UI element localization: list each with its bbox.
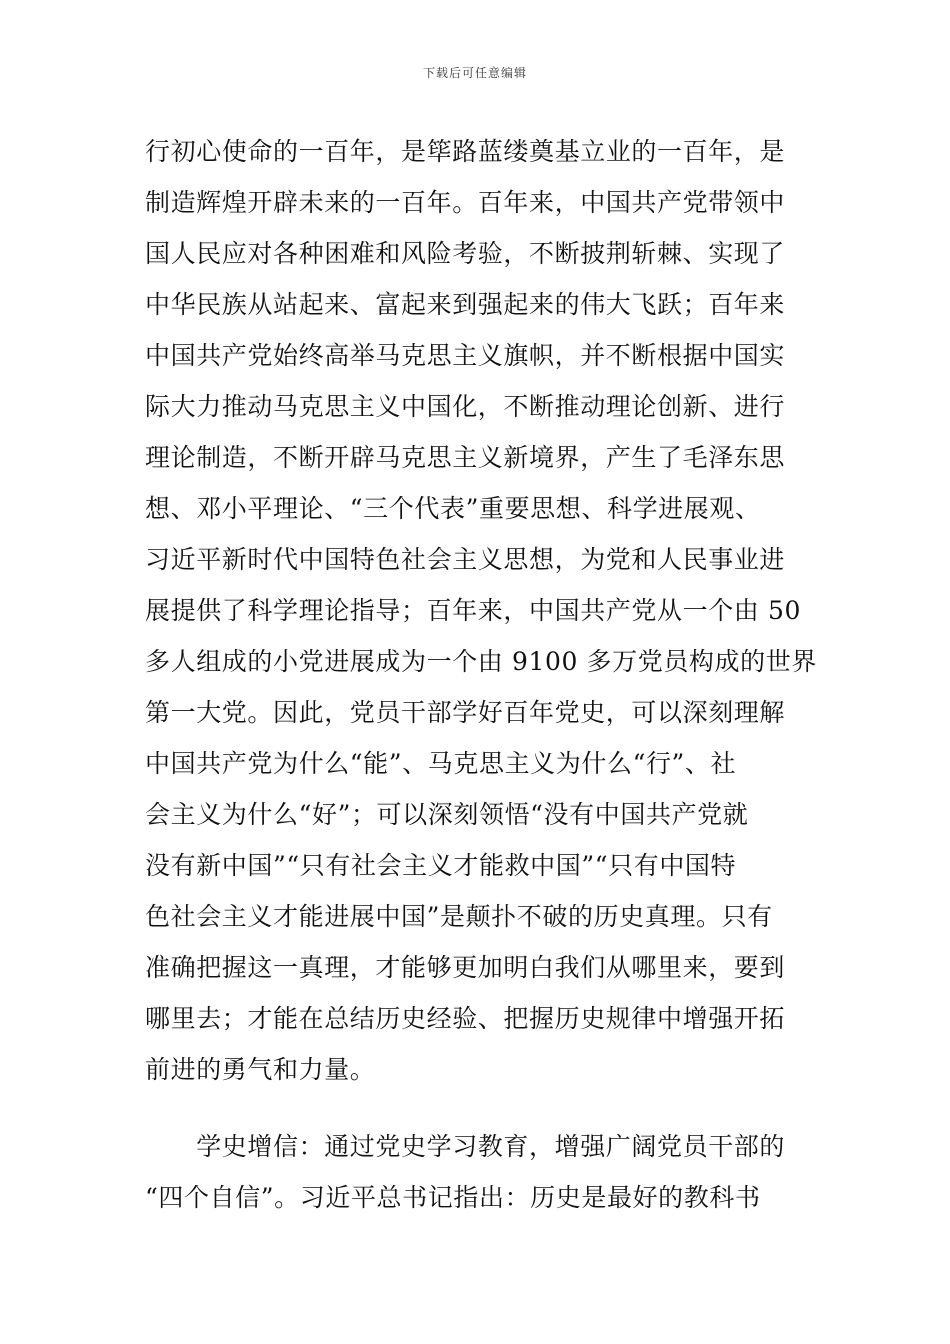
text-line: 第一大党。因此，党员干部学好百年党史，可以深刻理解 xyxy=(145,698,786,727)
text-line: 前进的勇气和力量。 xyxy=(145,1055,376,1084)
text-line: 多人组成的小党进展成为一个由 9100 多万党员构成的世界 xyxy=(145,647,817,676)
text-line: 行初心使命的一百年，是筚路蓝缕奠基立业的一百年，是 xyxy=(145,137,786,166)
text-line: 际大力推动马克思主义中国化，不断推动理论创新、进行 xyxy=(145,392,786,421)
body-paragraph-1 xyxy=(145,126,815,1095)
text-line: 习近平新时代中国特色社会主义思想，为党和人民事业进 xyxy=(145,545,786,574)
text-line: 中华民族从站起来、富起来到强起来的伟大飞跃；百年来 xyxy=(145,290,786,319)
page-header: 下载后可任意编辑 xyxy=(422,66,527,80)
text-line: 色社会主义才能进展中国”是颠扑不破的历史真理。只有 xyxy=(145,902,773,931)
text-line: 中国共产党始终高举马克思主义旗帜，并不断根据中国实 xyxy=(145,341,786,370)
text-line: 展提供了科学理论指导；百年来，中国共产党从一个由 50 xyxy=(145,596,801,625)
text-line: 哪里去；才能在总结历史经验、把握历史规律中增强开拓 xyxy=(145,1004,786,1033)
text-line: 想、邓小平理论、“三个代表”重要思想、科学进展观、 xyxy=(145,494,761,523)
text-line: 理论制造，不断开辟马克思主义新境界，产生了毛泽东思 xyxy=(145,443,786,472)
body-paragraph-2 xyxy=(145,1121,815,1223)
text-line: 中国共产党为什么“能”、马克思主义为什么“行”、社 xyxy=(145,749,737,778)
text-line: 没有新中国”“只有社会主义才能救中国”“只有中国特 xyxy=(145,851,737,880)
text-line: “四个自信”。习近平总书记指出：历史是最好的教科书 xyxy=(145,1183,761,1212)
text-line: 准确把握这一真理，才能够更加明白我们从哪里来，要到 xyxy=(145,953,786,982)
text-line: 学史增信：通过党史学习教育，增强广阔党员干部的 xyxy=(145,1132,786,1161)
text-line: 国人民应对各种困难和风险考验，不断披荆斩棘、实现了 xyxy=(145,239,786,268)
text-line: 会主义为什么“好”；可以深刻领悟“没有中国共产党就 xyxy=(145,800,749,829)
text-line: 制造辉煌开辟未来的一百年。百年来，中国共产党带领中 xyxy=(145,188,786,217)
